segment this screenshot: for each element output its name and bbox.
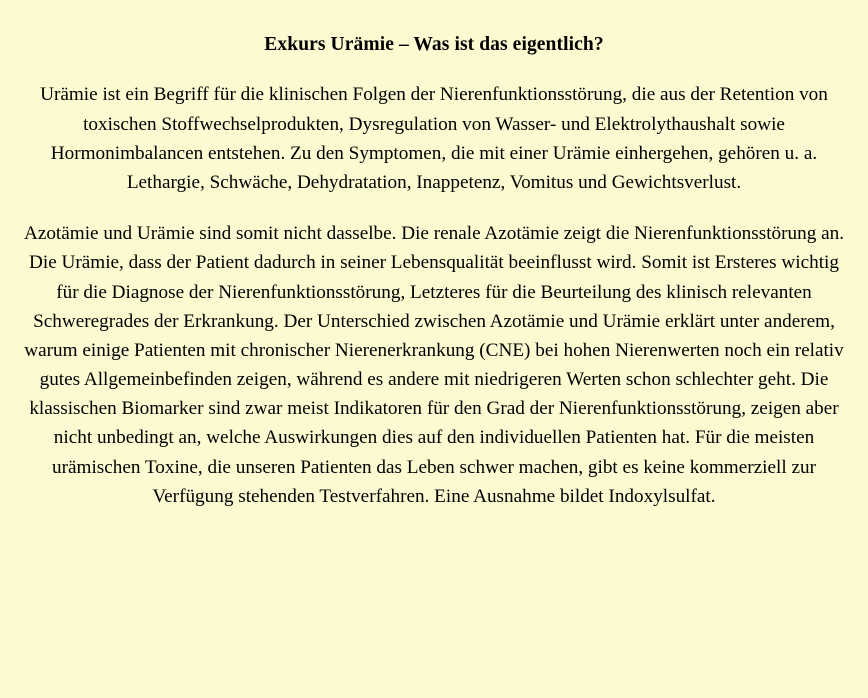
page-title: Exkurs Urämie – Was ist das eigentlich? (264, 34, 604, 55)
paragraph-uraemie-definition: Urämie ist ein Begriff für die klinischen Folgen der Nierenfunktionsstörung, die aus der Retention von toxischen Stoffwechselprodukten, Dysregulation von Wasser- und Elektrolythaushalt sowie Hormonimbalancen entstehen. Zu den Symptomen, die mit einer Urämie einhergehen, gehören u. a. Lethargie, Schwäche, Dehydratation, Inappetenz, Vomitus und Gewichtsverlust. (40, 84, 828, 193)
paragraph-azotaemie-vs-uraemie: Azotämie und Urämie sind somit nicht dasselbe. Die renale Azotämie zeigt die Nierenfunktionsstörung an. Die Urämie, dass der Patient dadurch in seiner Lebensqualität beeinflusst wird. Somit ist Ersteres wichtig für die Diagnose der Nierenfunktionsstörung, Letzteres für die Beurteilung des klinisch relevanten Schweregrades der Erkrankung. Der Unterschied zwischen Azotämie und Urämie erklärt unter anderem, warum einige Patienten mit chronischer Nierenerkrankung (CNE) bei hohen Nierenwerten noch ein relativ gutes Allgemeinbefinden zeigen, während es andere mit niedrigeren Werten schon schlechter geht. Die klassischen Biomarker sind zwar meist Indikatoren für den Grad der Nierenfunktionsstörung, zeigen aber nicht unbedingt an, welche Auswirkungen dies auf den individuellen Patienten hat. Für die meisten urämischen Toxine, die unseren Patienten das Leben schwer machen, gibt es keine kommerziell zur Verfügung stehenden Testverfahren. Eine Ausnahme bildet Indoxylsulfat. (23, 223, 845, 507)
